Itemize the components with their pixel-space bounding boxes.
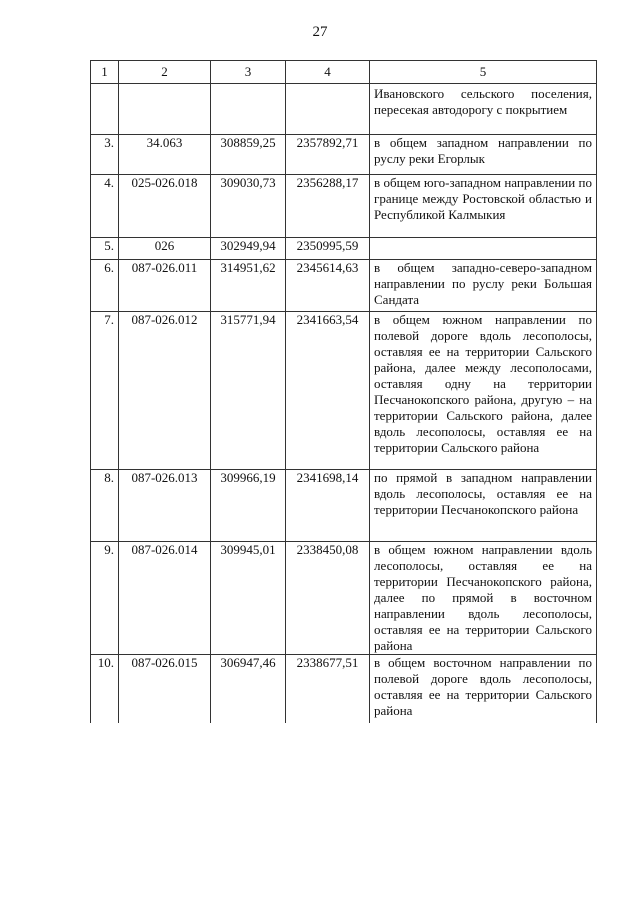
cell-y: 2341663,54: [286, 312, 370, 470]
cell-y: 2341698,14: [286, 470, 370, 542]
table-row: [91, 655, 597, 723]
cell-number: 8.: [91, 470, 119, 542]
cell-description: в общем восточном направлении по полевой дороге вдоль лесополосы, оставляя ее на территории Сальского района: [370, 655, 597, 723]
cell-code: [119, 84, 211, 135]
cell-code: 025-026.018: [119, 175, 211, 238]
cell-number: 7.: [91, 312, 119, 470]
cell-description: по прямой в западном направлении вдоль лесополосы, оставляя ее на территории Песчанокопского района: [370, 470, 597, 542]
table-row: [91, 175, 597, 238]
cell-description: в общем южном направлении по полевой дороге вдоль лесополосы, оставляя ее на территории Сальского района, далее между лесополосами, оставляя одну на территории Песчанокопского района, другую – на территории Сальского района, далее вдоль лесополосы, оставляя ее на территории Сальского района: [370, 312, 597, 470]
cell-y: 2338677,51: [286, 655, 370, 723]
cell-x: 302949,94: [211, 238, 286, 260]
table-row: [91, 312, 597, 470]
cell-x: 315771,94: [211, 312, 286, 470]
cell-description: в общем западно-северо-западном направлении по руслу реки Большая Сандата: [370, 260, 597, 312]
cell-y: 2338450,08: [286, 542, 370, 655]
table-row: [91, 260, 597, 312]
cell-description: в общем юго-западном направлении по границе между Ростовской областью и Республикой Калмыкия: [370, 175, 597, 238]
header-col-3: 3: [211, 61, 286, 84]
cell-code: 34.063: [119, 135, 211, 175]
table-body: [91, 84, 597, 723]
cell-y: 2350995,59: [286, 238, 370, 260]
cell-number: [91, 84, 119, 135]
cell-code: 087-026.013: [119, 470, 211, 542]
boundary-table: [90, 60, 597, 723]
cell-description: в общем западном направлении по руслу реки Егорлык: [370, 135, 597, 175]
cell-number: 6.: [91, 260, 119, 312]
cell-x: 306947,46: [211, 655, 286, 723]
cell-description: Ивановского сельского поселения, пересекая автодорогу с покрытием: [370, 84, 597, 135]
cell-code: 087-026.012: [119, 312, 211, 470]
table-row: [91, 238, 597, 260]
header-col-2: 2: [119, 61, 211, 84]
header-col-5: 5: [370, 61, 597, 84]
cell-x: [211, 84, 286, 135]
cell-description: в общем южном направлении вдоль лесополосы, оставляя ее на территории Песчанокопского района, далее по прямой в восточном направлении вдоль лесополосы, оставляя ее на территории Сальского района: [370, 542, 597, 655]
cell-code: 087-026.014: [119, 542, 211, 655]
table-row: [91, 84, 597, 135]
table-row: [91, 542, 597, 655]
header-row: [91, 61, 597, 84]
cell-x: 309966,19: [211, 470, 286, 542]
cell-number: 5.: [91, 238, 119, 260]
cell-number: 9.: [91, 542, 119, 655]
cell-x: 309030,73: [211, 175, 286, 238]
cell-description: [370, 238, 597, 260]
cell-y: [286, 84, 370, 135]
cell-number: 4.: [91, 175, 119, 238]
table-row: [91, 135, 597, 175]
cell-x: 308859,25: [211, 135, 286, 175]
cell-number: 10.: [91, 655, 119, 723]
cell-number: 3.: [91, 135, 119, 175]
cell-x: 309945,01: [211, 542, 286, 655]
cell-y: 2356288,17: [286, 175, 370, 238]
table-header: [91, 61, 597, 84]
table-row: [91, 470, 597, 542]
page-number: 27: [312, 24, 328, 40]
cell-x: 314951,62: [211, 260, 286, 312]
header-col-4: 4: [286, 61, 370, 84]
cell-code: 087-026.015: [119, 655, 211, 723]
cell-y: 2345614,63: [286, 260, 370, 312]
cell-y: 2357892,71: [286, 135, 370, 175]
header-col-1: 1: [91, 61, 119, 84]
cell-code: 026: [119, 238, 211, 260]
cell-code: 087-026.011: [119, 260, 211, 312]
